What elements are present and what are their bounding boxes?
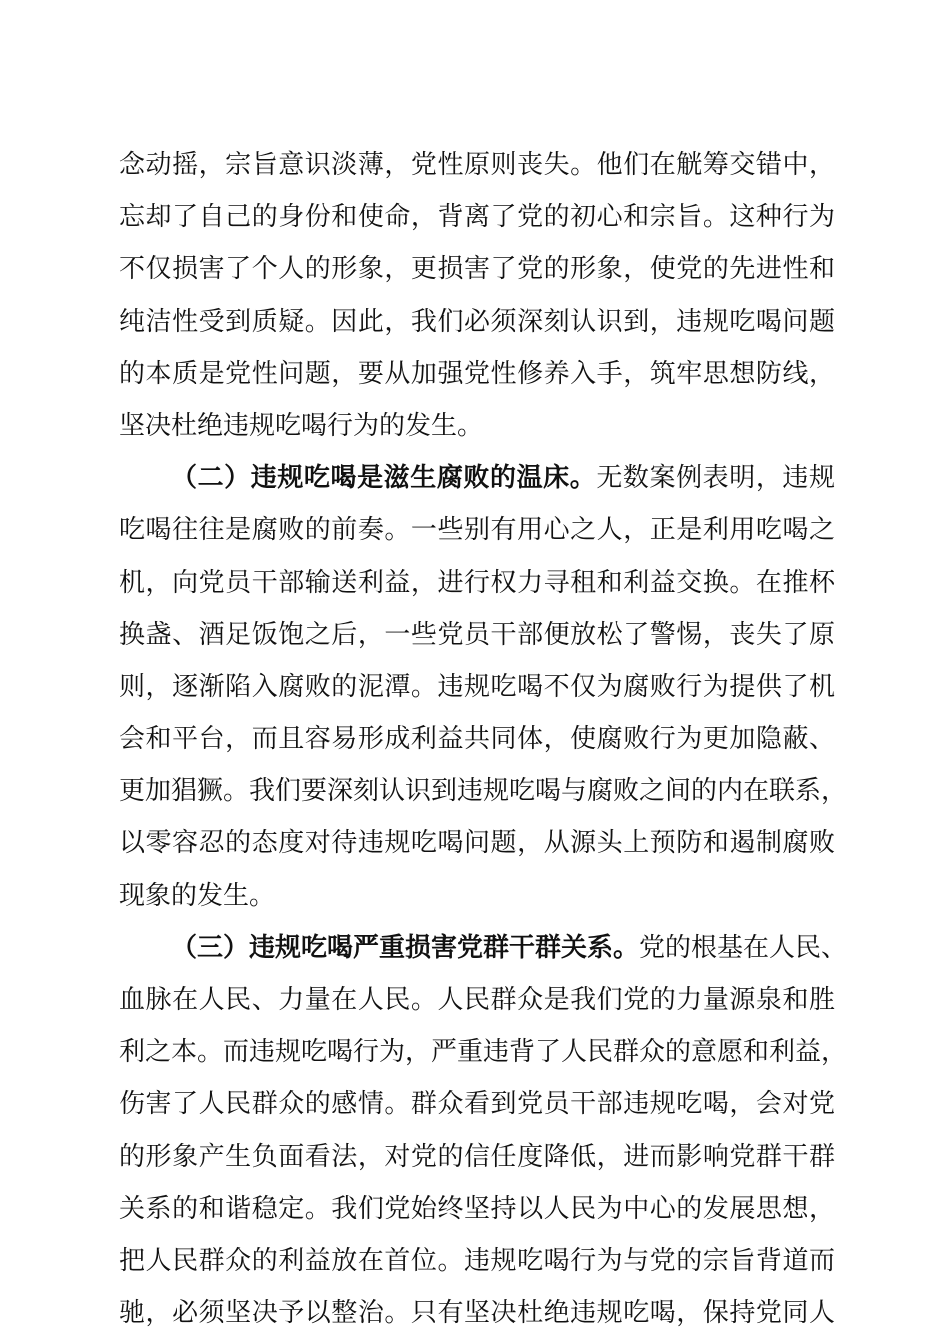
- text-line: 利之本。而违规吃喝行为，严重违背了人民群众的意愿和利益，: [119, 1037, 848, 1068]
- text-line: 的本质是党性问题，要从加强党性修养入手，筑牢思想防线，: [119, 358, 835, 389]
- section-heading: （三）违规吃喝严重损害党群干群关系。: [171, 932, 640, 963]
- paragraph-2: [119, 452, 848, 922]
- text-run: 党的根基在人民、: [639, 932, 848, 963]
- paragraph-3: [119, 922, 848, 1340]
- paragraph-1: [119, 139, 835, 452]
- section-heading: （二）违规吃喝是滋生腐败的温床。: [171, 463, 597, 494]
- text-line: 的形象产生负面看法，对党的信任度降低，进而影响党群干群: [119, 1141, 835, 1172]
- text-line: 坚决杜绝违规吃喝行为的发生。: [119, 410, 484, 441]
- document-page: [119, 139, 848, 1339]
- text-line: 纯洁性受到质疑。因此，我们必须深刻认识到，违规吃喝问题: [119, 306, 835, 337]
- text-line: 以零容忍的态度对待违规吃喝问题，从源头上预防和遏制腐败: [119, 828, 835, 859]
- paragraph-first-line: [119, 452, 835, 504]
- text-line: 现象的发生。: [119, 880, 276, 911]
- text-line: 忘却了自己的身份和使命，背离了党的初心和宗旨。这种行为: [119, 202, 835, 233]
- text-line: 更加猖獗。我们要深刻认识到违规吃喝与腐败之间的内在联系，: [119, 776, 848, 807]
- paragraph-first-line: [119, 922, 848, 974]
- text-line: 会和平台，而且容易形成利益共同体，使腐败行为更加隐蔽、: [119, 724, 835, 755]
- text-line: 把人民群众的利益放在首位。违规吃喝行为与党的宗旨背道而: [119, 1245, 835, 1276]
- text-line: 则，逐渐陷入腐败的泥潭。违规吃喝不仅为腐败行为提供了机: [119, 671, 835, 702]
- text-line: 吃喝往往是腐败的前奏。一些别有用心之人，正是利用吃喝之: [119, 515, 835, 546]
- text-line: 念动摇，宗旨意识淡薄，党性原则丧失。他们在觥筹交错中，: [119, 150, 835, 180]
- text-line: 换盏、酒足饭饱之后，一些党员干部便放松了警惕，丧失了原: [119, 619, 835, 650]
- text-line: 伤害了人民群众的感情。群众看到党员干部违规吃喝，会对党: [119, 1089, 835, 1120]
- text-line: 机，向党员干部输送利益，进行权力寻租和利益交换。在推杯: [119, 567, 835, 598]
- text-line: 驰，必须坚决予以整治。只有坚决杜绝违规吃喝，保持党同人: [119, 1298, 835, 1329]
- text-line: 关系的和谐稳定。我们党始终坚持以人民为中心的发展思想，: [119, 1193, 835, 1224]
- text-line: 不仅损害了个人的形象，更损害了党的形象，使党的先进性和: [119, 254, 835, 285]
- text-line: 血脉在人民、力量在人民。人民群众是我们党的力量源泉和胜: [119, 985, 835, 1015]
- text-run: 无数案例表明，违规: [596, 463, 835, 494]
